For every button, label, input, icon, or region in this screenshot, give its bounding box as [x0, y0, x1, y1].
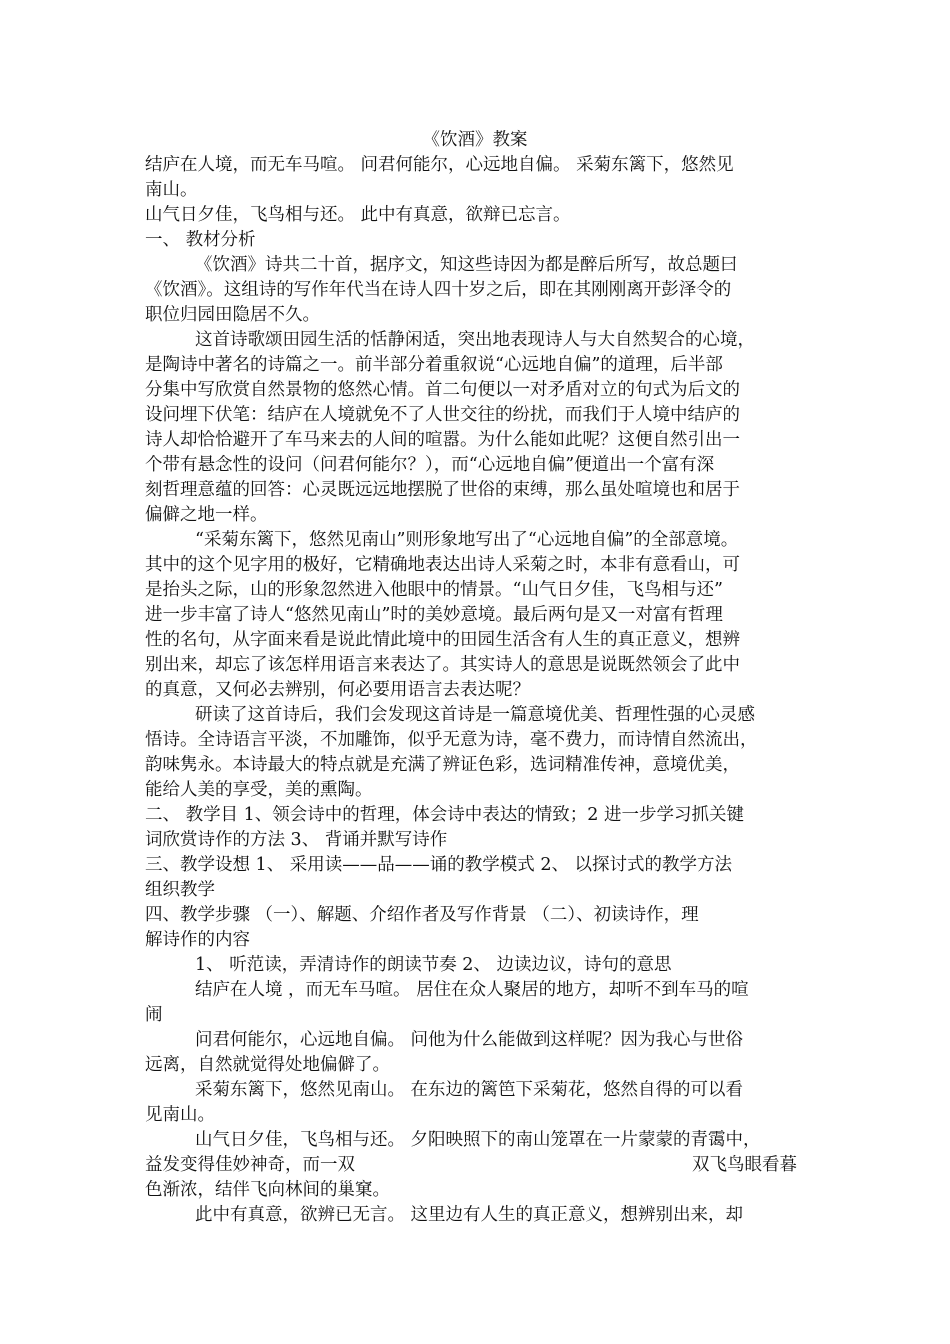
- paragraph-line: 《饮酒》诗共二十首，据序文，知这些诗因为都是醉后所写，故总题曰: [195, 255, 738, 275]
- paragraph-line: 研读了这首诗后，我们会发现这首诗是一篇意境优美、哲理性强的心灵感: [195, 705, 755, 725]
- paragraph-line: 能给人美的享受，美的熏陶。: [145, 780, 373, 800]
- section-heading: 一、 教材分析: [145, 230, 256, 250]
- paragraph-line: 色渐浓，结伴飞向林间的巢窠。: [145, 1180, 390, 1200]
- paragraph-line: 远离，自然就觉得处地偏僻了。: [145, 1055, 390, 1075]
- paragraph-line: 这首诗歌颂田园生活的恬静闲适，突出地表现诗人与大自然契合的心境，: [195, 330, 755, 350]
- section-heading: 四、教学步骤 （一）、解题、介绍作者及写作背景 （二）、初读诗作，理: [145, 905, 699, 925]
- paragraph-line: 是抬头之际，山的形象忽然进入他眼中的情景。“山气日夕佳，飞鸟相与还”: [145, 580, 723, 600]
- paragraph-line: 组织教学: [145, 880, 215, 900]
- paragraph-line: 其中的这个见字用的极好，它精确地表达出诗人采菊之时，本非有意看山，可: [145, 555, 740, 575]
- paragraph-line: 悟诗。全诗语言平淡，不加雕饰，似乎无意为诗，毫不费力，而诗情自然流出，: [145, 730, 758, 750]
- paragraph-line: 益发变得佳妙神奇，而一双: [145, 1155, 355, 1175]
- paragraph-line: 词欣赏诗作的方法 3、 背诵并默写诗作: [145, 830, 448, 850]
- paragraph-line: 设问埋下伏笔：结庐在人境就免不了人世交往的纷扰，而我们于人境中结庐的: [145, 405, 740, 425]
- paragraph-line: 性的名句，从字面来看是说此情此境中的田园生活含有人生的真正意义，想辨: [145, 630, 740, 650]
- poem-line: 山气日夕佳，飞鸟相与还。 此中有真意，欲辩已忘言。: [145, 205, 571, 225]
- paragraph-line: 解诗作的内容: [145, 930, 250, 950]
- paragraph-line: 诗人却恰恰避开了车马来去的人间的喧嚣。为什么能如此呢？这便自然引出一: [145, 430, 740, 450]
- section-heading: 三、教学设想 1、 采用读——品——诵的教学模式 2、 以探讨式的教学方法: [145, 855, 733, 875]
- paragraph-line: 问君何能尔，心远地自偏。 问他为什么能做到这样呢？因为我心与世俗: [195, 1030, 744, 1050]
- paragraph-line: 是陶诗中著名的诗篇之一。前半部分着重叙说“心远地自偏”的道理，后半部: [145, 355, 723, 375]
- paragraph-line: 结庐在人境 ，而无车马喧。 居住在众人聚居的地方，却听不到车马的喧: [195, 980, 749, 1000]
- poem-line: 结庐在人境，而无车马喧。 问君何能尔，心远地自偏。 采菊东篱下，悠然见: [145, 155, 734, 175]
- paragraph-line: 采菊东篱下，悠然见南山。 在东边的篱笆下采菊花，悠然自得的可以看: [195, 1080, 744, 1100]
- paragraph-line: 进一步丰富了诗人“悠然见南山”时的美妙意境。最后两句是又一对富有哲理: [145, 605, 723, 625]
- paragraph-line: 韵味隽永。本诗最大的特点就是充满了辨证色彩，选词精准传神，意境优美，: [145, 755, 740, 775]
- paragraph-line: 见南山。: [145, 1105, 215, 1125]
- paragraph-line: 山气日夕佳，飞鸟相与还。 夕阳映照下的南山笼罩在一片蒙蒙的青霭中，: [195, 1130, 761, 1150]
- paragraph-line: 别出来，却忘了该怎样用语言来表达了。其实诗人的意思是说既然领会了此中: [145, 655, 740, 675]
- paragraph-line: 闹: [145, 1005, 163, 1025]
- paragraph-line: 分集中写欣赏自然景物的悠然心情。首二句便以一对矛盾对立的句式为后文的: [145, 380, 740, 400]
- paragraph-line: 双飞鸟眼看暮: [692, 1155, 797, 1175]
- paragraph-line: 的真意，又何必去辨别，何必要用语言去表达呢？: [145, 680, 530, 700]
- paragraph-line: 此中有真意，欲辨已无言。 这里边有人生的真正意义，想辨别出来，却: [195, 1205, 744, 1225]
- paragraph-line: 《饮酒》。这组诗的写作年代当在诗人四十岁之后，即在其刚刚离开彭泽令的: [145, 280, 732, 300]
- paragraph-line: 偏僻之地一样。: [145, 505, 268, 525]
- poem-line: 南山。: [145, 180, 198, 200]
- paragraph-line: 个带有悬念性的设问（问君何能尔？），而“心远地自偏”便道出一个富有深: [145, 455, 715, 475]
- paragraph-line: 刻哲理意蕴的回答：心灵既远远地摆脱了世俗的束缚，那么虽处喧境也和居于: [145, 480, 740, 500]
- paragraph-line: “采菊东篱下，悠然见南山”则形象地写出了“心远地自偏”的全部意境。: [195, 530, 739, 550]
- document-title: 《饮酒》教案: [422, 130, 528, 150]
- paragraph-line: 职位归园田隐居不久。: [145, 305, 320, 325]
- paragraph-line: 1、 听范读，弄清诗作的朗读节奏 2、 边读边议，诗句的意思: [195, 955, 672, 975]
- section-heading: 二、 教学目 1、领会诗中的哲理，体会诗中表达的情致；2 进一步学习抓关键: [145, 805, 744, 825]
